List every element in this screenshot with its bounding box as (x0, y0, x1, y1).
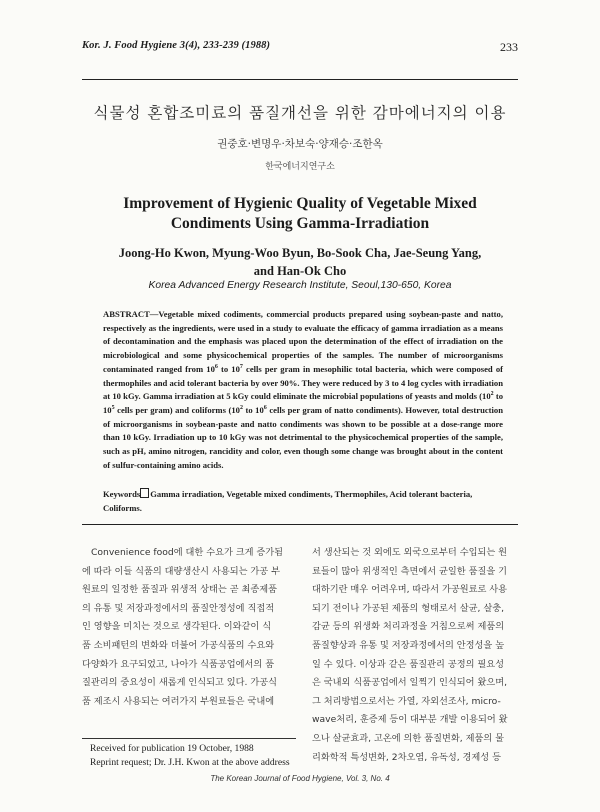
body-right-line: 서 생산되는 것 외에도 외국으로부터 수입되는 원 (312, 547, 508, 558)
footnote-divider (82, 738, 296, 739)
abstract-sup-1: 6 (214, 363, 218, 370)
journal-reference: Kor. J. Food Hygiene 3(4), 233-239 (1988) (82, 40, 271, 51)
body-right-line: 감균 등의 위생화 처리과정을 거침으로써 제품의 (312, 621, 505, 633)
abstract (103, 308, 503, 472)
abstract-sup-4: 5 (111, 405, 115, 412)
keywords (103, 488, 503, 515)
body-left-line: 에 따라 이들 식품의 대량생산시 사용되는 가공 부 (82, 565, 280, 577)
abstract-text-4: to 10 (103, 391, 503, 415)
english-authors (0, 244, 600, 280)
body-column-right (312, 544, 520, 767)
keywords-box-icon (140, 488, 149, 498)
abstract-text-6: to 10 (242, 404, 264, 415)
english-affiliation: Korea Advanced Energy Research Institute, Seoul,130-650, Korea (148, 280, 452, 291)
body-right-line: 은 국내외 식품공업에서 일찍기 인식되어 왔으며, (312, 677, 508, 689)
body-left-line: 원료의 일정한 품질과 위생적 상태는 곧 최종제품 (82, 584, 278, 596)
body-left-line: 인 영향을 미치는 것으로 생각된다. 이와같이 식 (82, 621, 272, 633)
body-right-line: 으나 살균효과, 고온에 의한 품질변화, 제품의 물 (312, 732, 504, 744)
footnote (90, 742, 330, 770)
body-right-line: 품질향상과 유통 및 저장과정에서의 안정성을 높 (312, 639, 505, 651)
english-authors-line2: and Han-Ok Cho (253, 264, 347, 278)
body-left-line: Convenience food에 대한 수요가 크게 증가됨 (91, 547, 284, 558)
body-left-line: 품 제조시 사용되는 여러가지 부원료들은 국내에 (82, 695, 275, 707)
abstract-sup-2: 7 (239, 363, 243, 370)
footnote-received: Received for publication 19 October, 1988 (90, 743, 254, 754)
abstract-text-3: cells per gram in mesophilic total bacteria, which were composed of thermophiles and acid tolerant bacteria by over 90%. They were reduced by 3 to 4 log cycles with irradiation at 10 kGy. Gamma irradiation at 5 kGy could eliminate the microbial populations of yeasts and molds (10 (103, 363, 503, 402)
english-authors-line1: Joong-Ho Kwon, Myung-Woo Byun, Bo-Sook Cha, Jae-Seung Yang, (118, 246, 482, 260)
body-right-line: 료들이 많아 위생적인 측면에서 균일한 품질을 기 (312, 565, 508, 577)
english-title-line2: Condiments Using Gamma-Irradiation (170, 215, 430, 232)
body-right-line: 그 처리방법으로서는 가열, 자외선조사, micro- (312, 695, 501, 707)
body-left-line: 품 소비패턴의 변화와 더불어 가공식품의 수요와 (82, 639, 275, 651)
abstract-text-2: to 10 (217, 363, 240, 374)
keywords-label: Keywords (103, 489, 141, 499)
body-left-line: 질관리의 중요성이 새롭게 인식되고 있다. 가공식 (82, 677, 278, 689)
keywords-text: Gamma irradiation, Vegetable mixed condiments, Thermophiles, Acid tolerant bacteria, Coliforms. (103, 489, 473, 513)
page-number: 233 (500, 40, 518, 54)
top-divider (82, 79, 518, 80)
abstract-sup-3: 2 (490, 391, 494, 398)
body-left-line: 다양화가 요구되었고, 나아가 식품공업에서의 품 (82, 658, 275, 670)
korean-authors: 권중호·변명우·차보숙·양재승·조한옥 (217, 138, 383, 150)
english-title (0, 194, 600, 234)
abstract-sup-5: 2 (239, 405, 243, 412)
body-right-line: wave처리, 훈증제 등이 대부분 개발 이용되어 왔 (312, 714, 508, 726)
body-right-line: 일 수 있다. 이상과 같은 품질관리 공정의 필요성 (312, 658, 504, 670)
footnote-reprint: Reprint request; Dr. J.H. Kwon at the above address (90, 757, 290, 768)
body-left-line: 의 유통 및 저장과정에서의 품질안정성에 직접적 (82, 602, 275, 614)
korean-affiliation: 한국에너지연구소 (265, 162, 335, 172)
english-title-line1: Improvement of Hygienic Quality of Vegetable Mixed (123, 195, 477, 212)
abstract-text-7: cells per gram of natto condiments). However, total destruction of microorganisms in soybean-paste and natto condiments was shown to be possible at a dose-range more than 10 kGy. Irradiation up to 10 kGy was not detrimental to the physicochemical properties of the sample, such as pH, amino nitrogen, rancidity and color, even though some change was brought about in the content of sulfur-containing amino acids. (103, 404, 503, 470)
body-right-line: 되기 전이나 가공된 제품의 형태로서 살균, 살충, (312, 602, 504, 614)
abstract-text-5: cells per gram) and coliforms (10 (114, 404, 240, 415)
body-column-left (82, 544, 294, 711)
abstract-sup-6: 6 (263, 405, 267, 412)
body-right-line: 대하기란 매우 어려우며, 따라서 가공원료로 사용 (312, 584, 508, 596)
abstract-text-1: ABSTRACT—Vegetable mixed codiments, commercial products prepared using soybean-paste and natto, respectively as the ingredients, were used in a study to evaluate the efficacy of gamma irradiation as a means of decontamination and the emphasis was placed upon the determination of the effect of irradiation on the microbiological and some physicochemical properties of the samples. The number of microorganisms contaminated ranged from 10 (103, 309, 503, 374)
body-right-line: 리화학적 특성변화, 2차오염, 유독성, 경제성 등 (312, 751, 501, 763)
page-footer: The Korean Journal of Food Hygiene, Vol. 3, No. 4 (210, 774, 390, 783)
section-divider (82, 524, 518, 525)
korean-title: 식물성 혼합조미료의 품질개선을 위한 감마에너지의 이용 (93, 104, 507, 122)
